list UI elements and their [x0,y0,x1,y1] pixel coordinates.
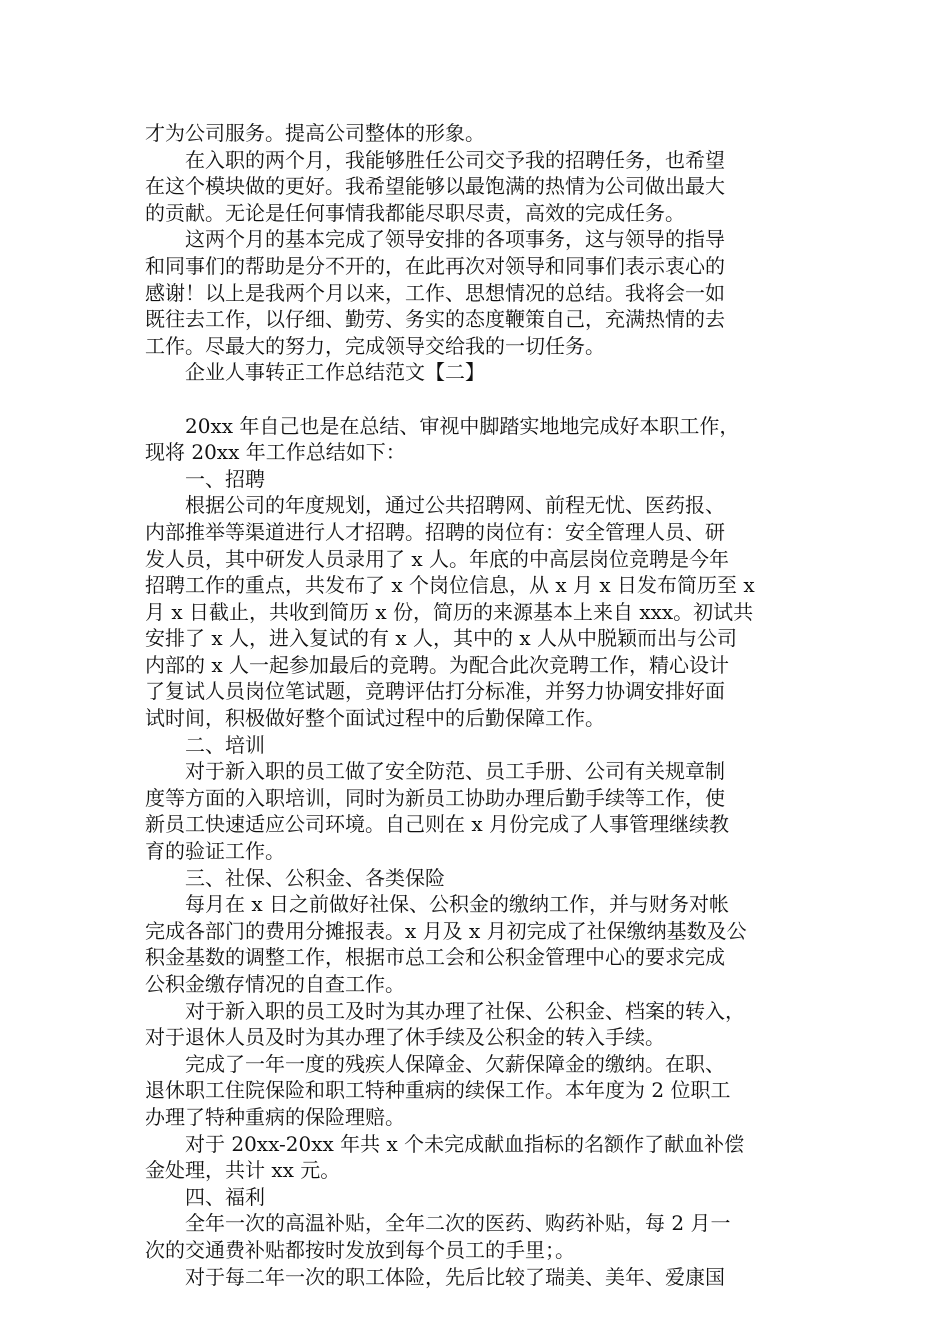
text-line: 了复试人员岗位笔试题，竞聘评估打分标准，并努力协调安排好面 [145,679,725,704]
text-line: 既往去工作，以仔细、勤劳、务实的态度鞭策自己，充满热情的去 [145,307,725,332]
text-line: 感谢！以上是我两个月以来，工作、思想情况的总结。我将会一如 [145,280,725,305]
text-line: 安排了 x 人，进入复试的有 x 人，其中的 x 人从中脱颖而出与公司 [145,626,737,651]
text-line: 度等方面的入职培训，同时为新员工协助办理后勤手续等工作，使 [145,785,725,810]
text-line: 试时间，积极做好整个面试过程中的后勤保障工作。 [145,706,605,731]
text-line: 的贡献。无论是任何事情我都能尽职尽责，高效的完成任务。 [145,200,685,225]
text-line: 20xx 年自己也是在总结、审视中脚踏实地地完成好本职工作， [145,413,740,438]
text-line: 金处理，共计 xx 元。 [145,1158,341,1183]
section-heading: 二、培训 [145,732,265,757]
text-line: 这两个月的基本完成了领导安排的各项事务，这与领导的指导 [145,227,725,252]
text-line: 办理了特种重病的保险理赔。 [145,1104,405,1129]
text-line: 新员工快速适应公司环境。自己则在 x 月份完成了人事管理继续教 [145,812,729,837]
text-line: 育的验证工作。 [145,839,285,864]
blank-line [145,386,810,413]
text-line: 根据公司的年度规划，通过公共招聘网、前程无忧、医药报、 [145,493,725,518]
text-line: 发人员，其中研发人员录用了 x 人。年底的中高层岗位竞聘是今年 [145,546,729,571]
text-line: 在这个模块做的更好。我希望能够以最饱满的热情为公司做出最大 [145,174,725,199]
text-line: 退休职工住院保险和职工特种重病的续保工作。本年度为 2 位职工 [145,1078,731,1103]
text-line: 在入职的两个月，我能够胜任公司交予我的招聘任务，也希望 [145,147,725,172]
text-line: 对于新入职的员工做了安全防范、员工手册、公司有关规章制 [145,759,725,784]
text-line: 对于新入职的员工及时为其办理了社保、公积金、档案的转入， [145,998,745,1023]
text-line: 对于每二年一次的职工体险，先后比较了瑞美、美年、爱康国 [145,1264,725,1289]
text-line: 工作。尽最大的努力，完成领导交给我的一切任务。 [145,333,605,358]
text-line: 现将 20xx 年工作总结如下： [145,440,406,465]
text-line: 次的交通费补贴都按时发放到每个员工的手里；。 [145,1237,575,1262]
text-line: 内部的 x 人一起参加最后的竞聘。为配合此次竞聘工作，精心设计 [145,652,729,677]
section-heading: 三、社保、公积金、各类保险 [145,865,445,890]
section-heading: 四、福利 [145,1184,265,1209]
text-line: 完成各部门的费用分摊报表。x 月及 x 月初完成了社保缴纳基数及公 [145,918,747,943]
text-line: 招聘工作的重点，共发布了 x 个岗位信息，从 x 月 x 日发布简历至 x [145,573,755,598]
text-line: 公积金缴存情况的自查工作。 [145,972,405,996]
text-line: 完成了一年一度的残疾人保障金、欠薪保障金的缴纳。在职、 [145,1051,725,1076]
text-line: 每月在 x 日之前做好社保、公积金的缴纳工作，并与财务对帐 [145,892,729,917]
text-line: 月 x 日截止，共收到简历 x 份，简历的来源基本上来自 xxx。初试共 [145,599,754,624]
text-line: 对于 20xx-20xx 年共 x 个未完成献血指标的名额作了献血补偿 [145,1131,745,1156]
text-line: 才为公司服务。提高公司整体的形象。 [145,121,485,145]
text-line: 积金基数的调整工作，根据市总工会和公积金管理中心的要求完成 [145,945,725,970]
document-body [145,120,810,1290]
section-heading: 一、招聘 [145,466,265,491]
section-heading: 企业人事转正工作总结范文【二】 [145,360,485,385]
text-line: 对于退休人员及时为其办理了休手续及公积金的转入手续。 [145,1025,665,1050]
text-line: 内部推举等渠道进行人才招聘。招聘的岗位有：安全管理人员、研 [145,519,725,544]
text-line: 全年一次的高温补贴，全年二次的医药、购药补贴，每 2 月一 [145,1211,731,1236]
text-line: 和同事们的帮助是分不开的，在此再次对领导和同事们表示衷心的 [145,253,725,278]
